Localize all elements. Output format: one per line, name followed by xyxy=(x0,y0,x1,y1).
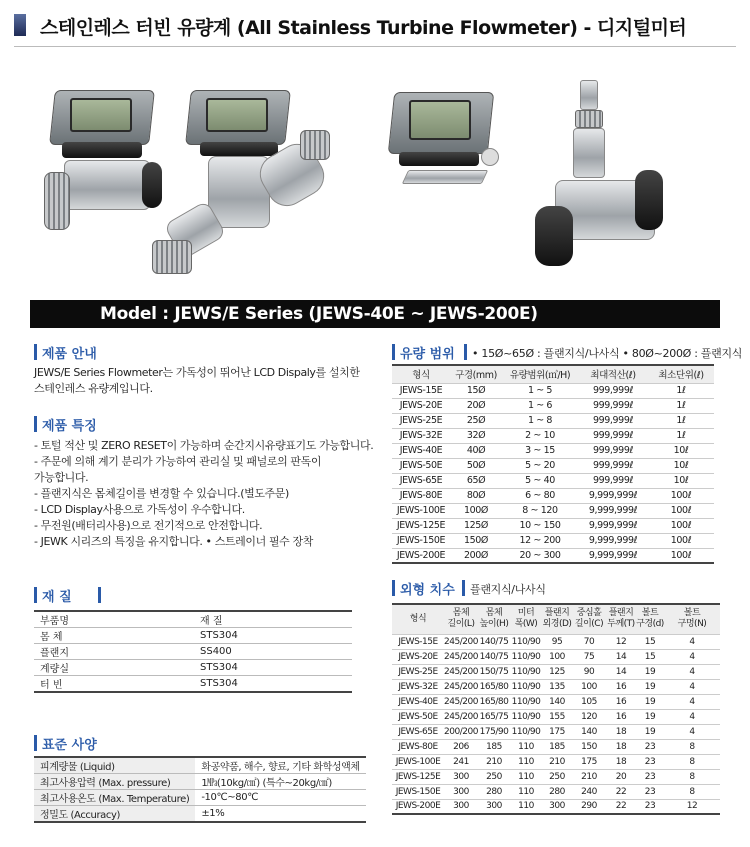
table-cell: 1ℓ xyxy=(648,398,714,413)
table-cell: 210 xyxy=(478,754,510,769)
product-photo-long xyxy=(150,90,340,280)
header-line: 볼트 xyxy=(683,608,701,619)
table-cell: 40Ø xyxy=(450,443,502,458)
table-cell: 9,999,999ℓ xyxy=(578,503,648,518)
table-cell: 245/200 xyxy=(444,694,478,709)
table-cell: 1ℓ xyxy=(648,383,714,398)
table-cell: 25Ø xyxy=(450,413,502,428)
table-row xyxy=(392,458,714,473)
material-table xyxy=(34,610,352,693)
table-cell: 110 xyxy=(510,799,542,814)
table-cell: JEWS-40E xyxy=(392,694,444,709)
table-cell: 125Ø xyxy=(450,518,502,533)
table-cell: 175 xyxy=(542,724,572,739)
standard-heading xyxy=(34,733,154,753)
header-line: 폭(W) xyxy=(514,619,538,630)
table-cell: 175/90 xyxy=(478,724,510,739)
table-cell: 185 xyxy=(478,739,510,754)
table-cell: 245/200 xyxy=(444,649,478,664)
table-cell: 300 xyxy=(478,799,510,814)
table-cell: 300 xyxy=(444,784,478,799)
table-row: 몸 체 STS304 xyxy=(34,628,352,644)
table-cell: JEWS-150E xyxy=(392,784,444,799)
table-cell: 5 ~ 20 xyxy=(502,458,578,473)
table-cell: 165/75 xyxy=(478,709,510,724)
table-row: 최고사용압력 (Max. pressure) 1㎫(10kg/㎠) (특수~20kg/㎠) xyxy=(34,774,366,790)
table-cell: 1 ~ 8 xyxy=(502,413,578,428)
table-row: 계량실 STS304 xyxy=(34,660,352,676)
table-cell: 140/75 xyxy=(478,634,510,649)
table-cell: 110/90 xyxy=(510,709,542,724)
table-cell: 20Ø xyxy=(450,398,502,413)
table-cell: 110 xyxy=(510,769,542,784)
table-cell: 6 ~ 80 xyxy=(502,488,578,503)
table-cell: 19 xyxy=(636,694,664,709)
table-cell: JEWS-15E xyxy=(392,383,450,398)
table-cell: 125 xyxy=(542,664,572,679)
table-cell: 4 xyxy=(664,724,720,739)
table-cell: 150 xyxy=(572,739,606,754)
feature-item: 가능합니다. xyxy=(34,471,89,484)
table-header-cell xyxy=(510,604,542,634)
table-row xyxy=(392,548,714,563)
table-cell: 16 xyxy=(606,679,636,694)
table-row xyxy=(392,398,714,413)
table-header-cell xyxy=(606,604,636,634)
table-cell: 250 xyxy=(542,769,572,784)
table-cell: 110/90 xyxy=(510,649,542,664)
table-cell: 165/80 xyxy=(478,694,510,709)
table-header-cell xyxy=(542,604,572,634)
table-cell: 280 xyxy=(542,784,572,799)
table-cell: 240 xyxy=(572,784,606,799)
table-cell: 10ℓ xyxy=(648,443,714,458)
page-header xyxy=(14,8,736,42)
model-title: Model : JEWS/E Series (JEWS-40E ~ JEWS-200E) xyxy=(100,304,538,324)
table-cell: JEWS-65E xyxy=(392,724,444,739)
table-cell: 3 ~ 15 xyxy=(502,443,578,458)
table-row xyxy=(392,634,720,649)
table-cell: 23 xyxy=(636,754,664,769)
table-row: 피계량물 (Liquid) 화공약품, 해수, 향료, 기타 화학성액체 xyxy=(34,757,366,774)
table-cell: 19 xyxy=(636,724,664,739)
dimensions-heading xyxy=(392,578,642,598)
header-line: 높이(H) xyxy=(479,619,509,630)
table-cell: 23 xyxy=(636,784,664,799)
model-banner xyxy=(30,300,720,328)
title-divider xyxy=(14,46,736,47)
table-cell: 999,999ℓ xyxy=(578,443,648,458)
features-heading xyxy=(34,414,154,434)
header-line: 형식 xyxy=(409,613,427,624)
table-cell: 999,999ℓ xyxy=(578,413,648,428)
material-heading-label: 재 질 xyxy=(42,590,72,605)
table-cell: 100Ø xyxy=(450,503,502,518)
table-cell: 16 xyxy=(606,709,636,724)
table-cell: 14 xyxy=(606,649,636,664)
table-row xyxy=(392,503,714,518)
header-line: 볼트 xyxy=(641,608,659,619)
table-cell: 18 xyxy=(606,739,636,754)
intro-text: JEWS/E Series Flowmeter는 가독성이 뛰어난 LCD Dispaly를 설치한 스테인레스 유량계입니다. xyxy=(34,366,360,395)
table-cell: JEWS-80E xyxy=(392,488,450,503)
table-header-cell xyxy=(664,604,720,634)
table-cell: 300 xyxy=(444,799,478,814)
header-line: 외경(D) xyxy=(542,619,572,630)
table-cell: JEWS-25E xyxy=(392,413,450,428)
table-cell: 100ℓ xyxy=(648,488,714,503)
table-cell: 19 xyxy=(636,679,664,694)
table-row: 정밀도 (Accuracy) ±1% xyxy=(34,806,366,823)
table-cell: 140 xyxy=(542,694,572,709)
table-cell: 999,999ℓ xyxy=(578,428,648,443)
table-cell: JEWS-125E xyxy=(392,518,450,533)
table-cell: 8 ~ 120 xyxy=(502,503,578,518)
table-cell: 20 ~ 300 xyxy=(502,548,578,563)
table-cell: 65Ø xyxy=(450,473,502,488)
table-cell: 23 xyxy=(636,799,664,814)
dimensions-note: 플랜지식/나사식 xyxy=(470,583,546,596)
table-header-cell xyxy=(478,604,510,634)
table-row xyxy=(392,784,720,799)
table-cell: 245/200 xyxy=(444,709,478,724)
table-cell: 18 xyxy=(606,724,636,739)
table-cell: 19 xyxy=(636,664,664,679)
features-heading-label: 제품 특징 xyxy=(42,419,97,434)
table-cell: 8 xyxy=(664,739,720,754)
table-cell: 999,999ℓ xyxy=(578,458,648,473)
table-row xyxy=(392,709,720,724)
table-cell: 23 xyxy=(636,769,664,784)
table-cell: 15Ø xyxy=(450,383,502,398)
table-cell: 5 ~ 40 xyxy=(502,473,578,488)
table-cell: 12 ~ 200 xyxy=(502,533,578,548)
table-cell: 15 xyxy=(636,649,664,664)
table-cell: 110/90 xyxy=(510,664,542,679)
dimensions-heading-label: 외형 치수 xyxy=(400,583,455,598)
table-header-cell xyxy=(572,604,606,634)
table-cell: 50Ø xyxy=(450,458,502,473)
flow-range-heading xyxy=(392,342,742,362)
table-cell: 110 xyxy=(510,739,542,754)
table-header-row xyxy=(392,604,720,634)
table-cell: 110/90 xyxy=(510,679,542,694)
table-cell: 10ℓ xyxy=(648,458,714,473)
table-cell: 110/90 xyxy=(510,694,542,709)
table-cell: 110/90 xyxy=(510,724,542,739)
table-cell: 19 xyxy=(636,709,664,724)
table-cell: JEWS-150E xyxy=(392,533,450,548)
table-row xyxy=(392,694,720,709)
feature-item: - 무전원(배터리사용)으로 전기적으로 안전합니다. xyxy=(34,519,263,532)
table-cell: 18 xyxy=(606,754,636,769)
header-line: 구멍(N) xyxy=(677,619,707,630)
table-cell: 10ℓ xyxy=(648,473,714,488)
table-cell: 100ℓ xyxy=(648,548,714,563)
table-cell: 15 xyxy=(636,634,664,649)
table-cell: 80Ø xyxy=(450,488,502,503)
table-cell: 999,999ℓ xyxy=(578,383,648,398)
header-line: 플랜지 xyxy=(608,608,634,619)
table-row: 터 빈 STS304 xyxy=(34,676,352,693)
table-cell: 290 xyxy=(572,799,606,814)
table-cell: 4 xyxy=(664,679,720,694)
flow-range-table xyxy=(392,364,714,564)
table-cell: 245/200 xyxy=(444,634,478,649)
table-row xyxy=(392,488,714,503)
table-cell: JEWS-25E xyxy=(392,664,444,679)
table-cell: 4 xyxy=(664,634,720,649)
table-cell: 300 xyxy=(542,799,572,814)
header-line: 길이(C) xyxy=(574,619,604,630)
header-line: 길이(L) xyxy=(447,619,475,630)
table-cell: 245/200 xyxy=(444,679,478,694)
table-cell: 100ℓ xyxy=(648,518,714,533)
table-cell: 9,999,999ℓ xyxy=(578,533,648,548)
header-line: 중심홀 xyxy=(576,608,602,619)
table-cell: JEWS-65E xyxy=(392,473,450,488)
table-cell: 200/200 xyxy=(444,724,478,739)
table-row: 최고사용온도 (Max. Temperature) -10℃~80℃ xyxy=(34,790,366,806)
table-cell: 165/80 xyxy=(478,679,510,694)
table-row xyxy=(392,428,714,443)
table-cell: 135 xyxy=(542,679,572,694)
table-cell: 185 xyxy=(542,739,572,754)
table-cell: 95 xyxy=(542,634,572,649)
table-row xyxy=(392,664,720,679)
table-cell: JEWS-200E xyxy=(392,548,450,563)
table-cell: 22 xyxy=(606,784,636,799)
table-row xyxy=(392,443,714,458)
table-cell: JEWS-20E xyxy=(392,398,450,413)
table-cell: 110 xyxy=(510,784,542,799)
table-cell: JEWS-125E xyxy=(392,769,444,784)
table-cell: 140/75 xyxy=(478,649,510,664)
header-line: 플랜지 xyxy=(544,608,570,619)
header-line: 구경(d) xyxy=(636,619,664,630)
features-list xyxy=(34,438,374,550)
table-cell: 120 xyxy=(572,709,606,724)
table-cell: 2 ~ 10 xyxy=(502,428,578,443)
table-cell: JEWS-15E xyxy=(392,634,444,649)
table-cell: 100 xyxy=(542,649,572,664)
table-cell: 70 xyxy=(572,634,606,649)
table-cell: 110 xyxy=(510,754,542,769)
feature-item: - 주문에 의해 계기 분리가 가능하여 관리실 및 패널로의 판독이 xyxy=(34,455,322,468)
table-cell: 150Ø xyxy=(450,533,502,548)
table-cell: JEWS-100E xyxy=(392,754,444,769)
table-cell: JEWS-200E xyxy=(392,799,444,814)
table-row xyxy=(392,413,714,428)
title-marker xyxy=(14,14,26,36)
table-cell: 32Ø xyxy=(450,428,502,443)
table-cell: 1 ~ 6 xyxy=(502,398,578,413)
table-cell: 175 xyxy=(572,754,606,769)
table-cell: 100 xyxy=(572,679,606,694)
product-photo-remote-head xyxy=(385,90,515,210)
table-cell: 210 xyxy=(572,769,606,784)
table-cell: 23 xyxy=(636,739,664,754)
table-header-cell xyxy=(392,604,444,634)
table-row xyxy=(392,473,714,488)
table-row xyxy=(392,649,720,664)
table-cell: 20 xyxy=(606,769,636,784)
feature-item: - LCD Display사용으로 가독성이 우수합니다. xyxy=(34,503,245,516)
table-header-cell xyxy=(636,604,664,634)
table-cell: 110/90 xyxy=(510,634,542,649)
table-cell: 300 xyxy=(444,769,478,784)
feature-item: - 토털 적산 및 ZERO RESET이 가능하며 순간지시유량표기도 가능합니다. xyxy=(34,439,374,452)
table-row xyxy=(392,739,720,754)
intro-heading-label: 제품 안내 xyxy=(42,347,97,362)
header-line: 몸체 xyxy=(452,608,470,619)
table-cell: 22 xyxy=(606,799,636,814)
header-line: 미터 xyxy=(517,608,535,619)
page-title: 스테인레스 터빈 유량계 (All Stainless Turbine Flowmeter) - 디지털미터 xyxy=(40,17,687,39)
flow-range-heading-label: 유량 범위 xyxy=(400,347,455,362)
table-row xyxy=(392,518,714,533)
feature-item: - JEWK 시리즈의 특징을 유지합니다. • 스트레이너 필수 장착 xyxy=(34,535,313,548)
table-cell: 999,999ℓ xyxy=(578,473,648,488)
table-cell: JEWS-40E xyxy=(392,443,450,458)
dimensions-table xyxy=(392,603,720,815)
header-line: 두께(T) xyxy=(607,619,635,630)
table-cell: 4 xyxy=(664,664,720,679)
table-row xyxy=(392,679,720,694)
table-cell: 206 xyxy=(444,739,478,754)
table-cell: 150/75 xyxy=(478,664,510,679)
header-line: 몸체 xyxy=(485,608,503,619)
flow-range-note: • 15Ø~65Ø : 플랜지식/나사식 • 80Ø~200Ø : 플랜지식 xyxy=(472,347,743,360)
table-cell: 245/200 xyxy=(444,664,478,679)
table-cell: 241 xyxy=(444,754,478,769)
table-header-row: 형식 구경(mm) 유량범위(㎥/H) 최대적산(ℓ) 최소단위(ℓ) xyxy=(392,365,714,383)
table-cell: 9,999,999ℓ xyxy=(578,518,648,533)
feature-item: - 플랜지식은 몸체길이를 변경할 수 있습니다.(별도주문) xyxy=(34,487,289,500)
table-cell: 155 xyxy=(542,709,572,724)
table-row: 플랜지 SS400 xyxy=(34,644,352,660)
table-cell: 999,999ℓ xyxy=(578,398,648,413)
table-cell: 8 xyxy=(664,769,720,784)
table-cell: 75 xyxy=(572,649,606,664)
table-cell: JEWS-32E xyxy=(392,428,450,443)
product-photos xyxy=(30,80,720,290)
table-cell: 280 xyxy=(478,784,510,799)
table-cell: JEWS-80E xyxy=(392,739,444,754)
product-photo-turbine-body xyxy=(525,80,685,270)
table-cell: JEWS-20E xyxy=(392,649,444,664)
table-row xyxy=(392,799,720,814)
table-row xyxy=(392,769,720,784)
table-row xyxy=(392,724,720,739)
table-cell: JEWS-32E xyxy=(392,679,444,694)
table-cell: 250 xyxy=(478,769,510,784)
table-row xyxy=(392,383,714,398)
table-cell: 1 ~ 5 xyxy=(502,383,578,398)
table-cell: 210 xyxy=(542,754,572,769)
table-cell: 1ℓ xyxy=(648,428,714,443)
table-cell: 105 xyxy=(572,694,606,709)
table-cell: 140 xyxy=(572,724,606,739)
table-cell: 90 xyxy=(572,664,606,679)
table-cell: JEWS-50E xyxy=(392,458,450,473)
table-cell: 1ℓ xyxy=(648,413,714,428)
table-cell: 100ℓ xyxy=(648,503,714,518)
table-cell: 12 xyxy=(664,799,720,814)
table-cell: 12 xyxy=(606,634,636,649)
table-cell: 4 xyxy=(664,694,720,709)
table-cell: JEWS-50E xyxy=(392,709,444,724)
table-row xyxy=(392,754,720,769)
table-cell: 16 xyxy=(606,694,636,709)
intro-heading xyxy=(34,342,154,362)
standard-heading-label: 표준 사양 xyxy=(42,738,97,753)
table-cell: 9,999,999ℓ xyxy=(578,548,648,563)
table-cell: 100ℓ xyxy=(648,533,714,548)
table-cell: 200Ø xyxy=(450,548,502,563)
table-cell: 9,999,999ℓ xyxy=(578,488,648,503)
table-cell: 8 xyxy=(664,754,720,769)
table-cell: 8 xyxy=(664,784,720,799)
table-cell: 4 xyxy=(664,709,720,724)
table-cell: 10 ~ 150 xyxy=(502,518,578,533)
table-cell: 14 xyxy=(606,664,636,679)
table-cell: JEWS-100E xyxy=(392,503,450,518)
table-row xyxy=(392,533,714,548)
table-row: 부품명 재 질 xyxy=(34,611,352,628)
standard-spec-table xyxy=(34,756,366,823)
material-heading xyxy=(34,585,154,605)
table-header-cell xyxy=(444,604,478,634)
table-cell: 4 xyxy=(664,649,720,664)
